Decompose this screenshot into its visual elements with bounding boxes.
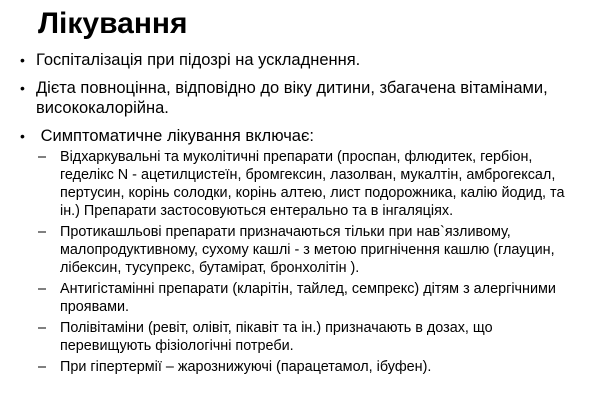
- bullet-symptomatic: [20, 126, 585, 146]
- bullet-text: Симптоматичне лікування включає:: [36, 127, 314, 145]
- sub-bullet-antihistamines: [20, 280, 585, 316]
- dash-marker: –: [38, 224, 47, 240]
- sub-bullet-expectorants: [20, 148, 585, 220]
- slide-content: [20, 50, 585, 379]
- dash-marker: –: [38, 149, 47, 165]
- sub-bullet-text: Полівітаміни (ревіт, олівіт, пікавіт та ін.) призначають в дозах, що перевищують фізіологічні потреби.: [60, 320, 493, 354]
- dash-marker: –: [38, 320, 47, 336]
- bullet-text: Госпіталізація при підозрі на ускладнення.: [36, 51, 361, 69]
- sub-bullet-antipyretics: [20, 358, 585, 376]
- bullet-text: Дієта повноцінна, відповідно до віку дитини, збагачена вітамінами, висококалорійна.: [36, 79, 548, 117]
- sub-bullet-text: Відхаркувальні та муколітичні препарати (проспан, флюдитек, гербіон, геделікс N - ацетилцистеїн, бромгексин, лазолван, мукалтін, амброгексал, пертусин, корінь солодки, корінь алтею, лист подорожника, калію йодид, та ін.) Препарати застосовуються ентерально та в інгаляціях.: [60, 149, 565, 219]
- sub-bullet-multivitamins: [20, 319, 585, 355]
- sub-bullet-text: Протикашльові препарати призначаються тільки при нав`язливому, малопродуктивному, сухому кашлі - з метою пригнічення кашлю (глауцин, лібексин, тусупрекс, бутамірат, бронхолітін ).: [60, 224, 555, 276]
- sub-bullet-list: [20, 148, 585, 376]
- bullet-hospitalization: [20, 50, 585, 70]
- sub-bullet-text: Антигістамінні препарати (кларітін, тайлед, семпрекс) дітям з алергічними проявами.: [60, 281, 556, 315]
- sub-bullet-text: При гіпертермії – жарознижуючі (парацетамол, ібуфен).: [60, 359, 432, 375]
- bullet-diet: [20, 78, 585, 118]
- sub-bullet-antitussives: [20, 223, 585, 277]
- dash-marker: –: [38, 281, 47, 297]
- bullet-marker: •: [20, 80, 25, 96]
- bullet-marker: •: [20, 128, 25, 144]
- dash-marker: –: [38, 359, 47, 375]
- bullet-marker: •: [20, 52, 25, 68]
- slide-title: Лікування: [38, 7, 188, 40]
